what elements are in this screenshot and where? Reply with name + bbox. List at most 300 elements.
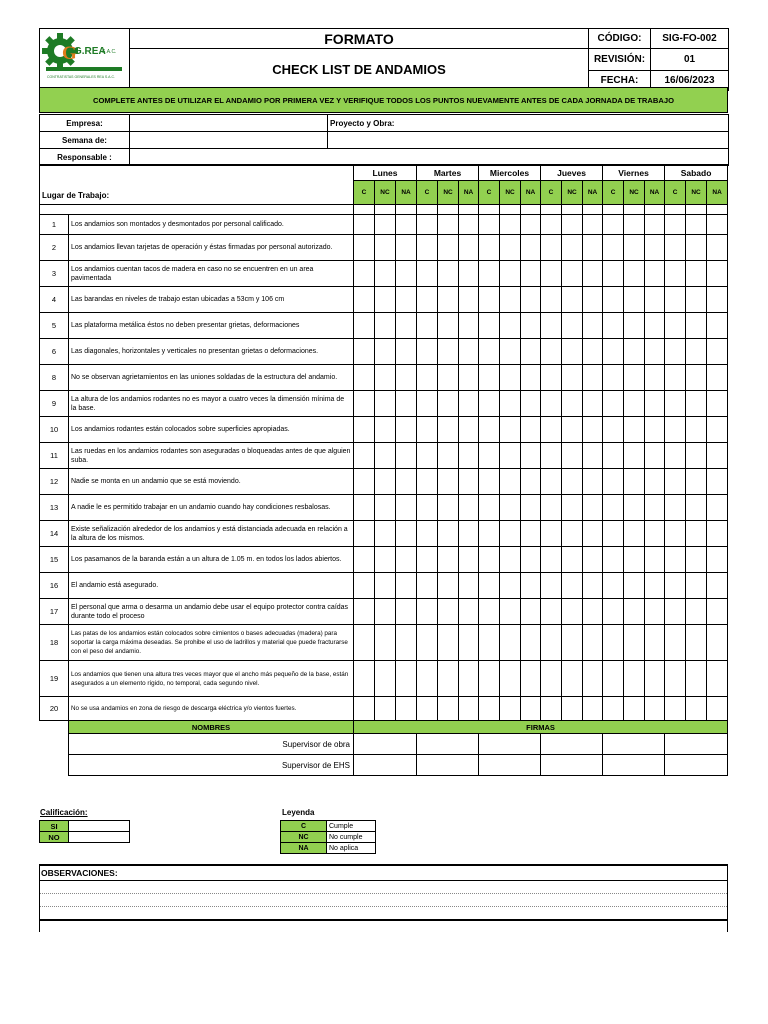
check-cell[interactable] [500,443,521,469]
signature-cell[interactable] [603,755,665,776]
check-cell[interactable] [665,521,686,547]
check-cell[interactable] [583,391,603,417]
check-cell[interactable] [354,261,375,287]
check-cell[interactable] [541,599,562,625]
check-cell[interactable] [479,235,500,261]
check-cell[interactable] [521,287,541,313]
check-cell[interactable] [459,287,479,313]
check-cell[interactable] [665,443,686,469]
check-cell[interactable] [541,625,562,661]
check-cell[interactable] [500,391,521,417]
check-cell[interactable] [624,235,645,261]
signature-cell[interactable] [479,734,541,755]
check-cell[interactable] [375,235,396,261]
check-cell[interactable] [562,235,583,261]
check-cell[interactable] [375,697,396,721]
check-cell[interactable] [541,661,562,697]
check-cell[interactable] [354,625,375,661]
check-cell[interactable] [541,547,562,573]
check-cell[interactable] [479,339,500,365]
check-cell[interactable] [438,287,459,313]
signature-cell[interactable] [417,755,479,776]
check-cell[interactable] [500,697,521,721]
check-cell[interactable] [354,599,375,625]
check-cell[interactable] [396,215,417,235]
check-cell[interactable] [375,215,396,235]
check-cell[interactable] [624,287,645,313]
check-cell[interactable] [417,417,438,443]
check-cell[interactable] [417,287,438,313]
check-cell[interactable] [396,261,417,287]
check-cell[interactable] [459,339,479,365]
check-cell[interactable] [417,391,438,417]
check-cell[interactable] [459,547,479,573]
check-cell[interactable] [417,661,438,697]
check-cell[interactable] [354,697,375,721]
calificacion-no-field[interactable] [69,832,130,843]
check-cell[interactable] [375,339,396,365]
check-cell[interactable] [665,287,686,313]
check-cell[interactable] [665,697,686,721]
check-cell[interactable] [438,443,459,469]
check-cell[interactable] [521,573,541,599]
check-cell[interactable] [541,417,562,443]
check-cell[interactable] [375,417,396,443]
check-cell[interactable] [624,443,645,469]
check-cell[interactable] [375,573,396,599]
check-cell[interactable] [686,625,707,661]
check-cell[interactable] [521,365,541,391]
check-cell[interactable] [686,573,707,599]
check-cell[interactable] [624,697,645,721]
check-cell[interactable] [375,261,396,287]
check-cell[interactable] [541,235,562,261]
check-cell[interactable] [624,547,645,573]
check-cell[interactable] [562,599,583,625]
check-cell[interactable] [354,339,375,365]
check-cell[interactable] [707,235,728,261]
check-cell[interactable] [583,417,603,443]
check-cell[interactable] [603,417,624,443]
check-cell[interactable] [707,443,728,469]
check-cell[interactable] [521,521,541,547]
check-cell[interactable] [686,417,707,443]
check-cell[interactable] [459,521,479,547]
check-cell[interactable] [417,599,438,625]
check-cell[interactable] [438,547,459,573]
check-cell[interactable] [562,365,583,391]
check-cell[interactable] [645,235,665,261]
check-cell[interactable] [438,365,459,391]
check-cell[interactable] [562,697,583,721]
check-cell[interactable] [603,521,624,547]
check-cell[interactable] [645,365,665,391]
check-cell[interactable] [707,313,728,339]
check-cell[interactable] [707,661,728,697]
check-cell[interactable] [375,599,396,625]
check-cell[interactable] [396,443,417,469]
check-cell[interactable] [583,697,603,721]
check-cell[interactable] [665,391,686,417]
check-cell[interactable] [645,661,665,697]
check-cell[interactable] [438,215,459,235]
check-cell[interactable] [354,235,375,261]
check-cell[interactable] [521,235,541,261]
check-cell[interactable] [521,261,541,287]
check-cell[interactable] [521,625,541,661]
check-cell[interactable] [624,339,645,365]
check-cell[interactable] [438,697,459,721]
check-cell[interactable] [375,365,396,391]
check-cell[interactable] [375,287,396,313]
check-cell[interactable] [645,469,665,495]
check-cell[interactable] [562,417,583,443]
check-cell[interactable] [686,365,707,391]
check-cell[interactable] [459,573,479,599]
check-cell[interactable] [438,469,459,495]
check-cell[interactable] [562,261,583,287]
check-cell[interactable] [686,661,707,697]
check-cell[interactable] [665,339,686,365]
check-cell[interactable] [624,215,645,235]
check-cell[interactable] [645,215,665,235]
check-cell[interactable] [624,573,645,599]
check-cell[interactable] [603,365,624,391]
check-cell[interactable] [624,495,645,521]
check-cell[interactable] [417,365,438,391]
check-cell[interactable] [562,287,583,313]
check-cell[interactable] [707,547,728,573]
check-cell[interactable] [500,573,521,599]
check-cell[interactable] [645,261,665,287]
check-cell[interactable] [541,261,562,287]
check-cell[interactable] [459,625,479,661]
check-cell[interactable] [438,521,459,547]
check-cell[interactable] [686,235,707,261]
check-cell[interactable] [624,417,645,443]
check-cell[interactable] [417,235,438,261]
check-cell[interactable] [396,469,417,495]
check-cell[interactable] [459,469,479,495]
check-cell[interactable] [500,417,521,443]
check-cell[interactable] [354,469,375,495]
check-cell[interactable] [665,599,686,625]
check-cell[interactable] [665,573,686,599]
check-cell[interactable] [354,417,375,443]
check-cell[interactable] [396,547,417,573]
check-cell[interactable] [354,573,375,599]
check-cell[interactable] [417,697,438,721]
check-cell[interactable] [459,661,479,697]
check-cell[interactable] [500,339,521,365]
check-cell[interactable] [375,495,396,521]
check-cell[interactable] [396,573,417,599]
check-cell[interactable] [417,547,438,573]
check-cell[interactable] [603,391,624,417]
check-cell[interactable] [396,287,417,313]
check-cell[interactable] [562,521,583,547]
check-cell[interactable] [396,417,417,443]
check-cell[interactable] [603,469,624,495]
check-cell[interactable] [479,547,500,573]
check-cell[interactable] [603,697,624,721]
check-cell[interactable] [375,625,396,661]
check-cell[interactable] [396,697,417,721]
check-cell[interactable] [521,469,541,495]
check-cell[interactable] [583,339,603,365]
check-cell[interactable] [645,495,665,521]
signature-cell[interactable] [479,755,541,776]
check-cell[interactable] [665,469,686,495]
check-cell[interactable] [500,469,521,495]
check-cell[interactable] [396,599,417,625]
check-cell[interactable] [686,469,707,495]
check-cell[interactable] [645,417,665,443]
check-cell[interactable] [645,521,665,547]
check-cell[interactable] [645,625,665,661]
check-cell[interactable] [562,313,583,339]
check-cell[interactable] [707,697,728,721]
check-cell[interactable] [603,287,624,313]
check-cell[interactable] [459,443,479,469]
check-cell[interactable] [583,287,603,313]
check-cell[interactable] [375,547,396,573]
check-cell[interactable] [541,391,562,417]
check-cell[interactable] [562,625,583,661]
check-cell[interactable] [459,215,479,235]
semana-field[interactable] [130,132,328,149]
check-cell[interactable] [459,697,479,721]
check-cell[interactable] [562,469,583,495]
check-cell[interactable] [603,235,624,261]
check-cell[interactable] [396,661,417,697]
check-cell[interactable] [459,495,479,521]
check-cell[interactable] [583,661,603,697]
check-cell[interactable] [541,573,562,599]
check-cell[interactable] [500,215,521,235]
observaciones-line[interactable] [40,894,727,907]
check-cell[interactable] [438,313,459,339]
check-cell[interactable] [707,495,728,521]
check-cell[interactable] [354,661,375,697]
check-cell[interactable] [417,521,438,547]
check-cell[interactable] [707,599,728,625]
check-cell[interactable] [479,573,500,599]
check-cell[interactable] [521,313,541,339]
check-cell[interactable] [521,599,541,625]
check-cell[interactable] [521,215,541,235]
check-cell[interactable] [438,235,459,261]
check-cell[interactable] [645,697,665,721]
check-cell[interactable] [707,391,728,417]
check-cell[interactable] [583,443,603,469]
check-cell[interactable] [396,313,417,339]
check-cell[interactable] [645,339,665,365]
check-cell[interactable] [396,365,417,391]
check-cell[interactable] [438,261,459,287]
check-cell[interactable] [707,469,728,495]
check-cell[interactable] [562,215,583,235]
check-cell[interactable] [541,495,562,521]
check-cell[interactable] [686,339,707,365]
check-cell[interactable] [603,625,624,661]
check-cell[interactable] [562,495,583,521]
check-cell[interactable] [583,625,603,661]
check-cell[interactable] [541,521,562,547]
check-cell[interactable] [354,365,375,391]
check-cell[interactable] [479,521,500,547]
check-cell[interactable] [583,573,603,599]
check-cell[interactable] [479,495,500,521]
check-cell[interactable] [686,697,707,721]
check-cell[interactable] [665,417,686,443]
check-cell[interactable] [603,661,624,697]
check-cell[interactable] [624,261,645,287]
check-cell[interactable] [479,661,500,697]
check-cell[interactable] [541,697,562,721]
check-cell[interactable] [500,661,521,697]
check-cell[interactable] [438,417,459,443]
signature-cell[interactable] [541,734,603,755]
check-cell[interactable] [665,365,686,391]
check-cell[interactable] [354,391,375,417]
check-cell[interactable] [479,697,500,721]
check-cell[interactable] [645,391,665,417]
check-cell[interactable] [438,599,459,625]
check-cell[interactable] [354,287,375,313]
check-cell[interactable] [417,339,438,365]
check-cell[interactable] [541,443,562,469]
check-cell[interactable] [603,339,624,365]
check-cell[interactable] [541,287,562,313]
check-cell[interactable] [624,521,645,547]
check-cell[interactable] [645,573,665,599]
check-cell[interactable] [603,215,624,235]
observaciones-line[interactable] [40,907,727,921]
check-cell[interactable] [541,215,562,235]
check-cell[interactable] [521,547,541,573]
check-cell[interactable] [583,599,603,625]
check-cell[interactable] [562,339,583,365]
empresa-field[interactable] [130,115,328,132]
calificacion-si-field[interactable] [69,821,130,832]
check-cell[interactable] [665,661,686,697]
check-cell[interactable] [583,235,603,261]
check-cell[interactable] [500,235,521,261]
check-cell[interactable] [354,313,375,339]
check-cell[interactable] [707,573,728,599]
check-cell[interactable] [479,391,500,417]
check-cell[interactable] [686,261,707,287]
check-cell[interactable] [645,287,665,313]
signature-cell[interactable] [665,734,728,755]
check-cell[interactable] [479,625,500,661]
check-cell[interactable] [562,391,583,417]
check-cell[interactable] [686,599,707,625]
check-cell[interactable] [459,599,479,625]
check-cell[interactable] [417,215,438,235]
signature-cell[interactable] [665,755,728,776]
check-cell[interactable] [396,391,417,417]
check-cell[interactable] [665,313,686,339]
semana-extra-field[interactable] [328,132,729,149]
check-cell[interactable] [500,495,521,521]
check-cell[interactable] [500,521,521,547]
check-cell[interactable] [459,391,479,417]
check-cell[interactable] [707,625,728,661]
check-cell[interactable] [562,547,583,573]
check-cell[interactable] [686,391,707,417]
check-cell[interactable] [438,625,459,661]
check-cell[interactable] [665,625,686,661]
check-cell[interactable] [665,235,686,261]
check-cell[interactable] [603,313,624,339]
check-cell[interactable] [479,417,500,443]
signature-cell[interactable] [354,734,417,755]
check-cell[interactable] [665,261,686,287]
check-cell[interactable] [603,573,624,599]
check-cell[interactable] [686,521,707,547]
check-cell[interactable] [417,313,438,339]
check-cell[interactable] [375,661,396,697]
check-cell[interactable] [624,365,645,391]
check-cell[interactable] [583,313,603,339]
check-cell[interactable] [583,365,603,391]
check-cell[interactable] [417,573,438,599]
check-cell[interactable] [624,313,645,339]
check-cell[interactable] [500,287,521,313]
check-cell[interactable] [500,313,521,339]
check-cell[interactable] [665,215,686,235]
check-cell[interactable] [479,313,500,339]
check-cell[interactable] [707,261,728,287]
signature-cell[interactable] [354,755,417,776]
check-cell[interactable] [624,599,645,625]
check-cell[interactable] [521,661,541,697]
check-cell[interactable] [665,495,686,521]
check-cell[interactable] [459,261,479,287]
check-cell[interactable] [500,599,521,625]
check-cell[interactable] [396,495,417,521]
check-cell[interactable] [479,443,500,469]
check-cell[interactable] [396,521,417,547]
check-cell[interactable] [686,313,707,339]
check-cell[interactable] [396,625,417,661]
check-cell[interactable] [624,469,645,495]
check-cell[interactable] [459,417,479,443]
check-cell[interactable] [583,261,603,287]
check-cell[interactable] [686,287,707,313]
check-cell[interactable] [479,287,500,313]
check-cell[interactable] [375,391,396,417]
check-cell[interactable] [707,365,728,391]
check-cell[interactable] [645,443,665,469]
observaciones-line[interactable] [40,881,727,894]
check-cell[interactable] [583,521,603,547]
check-cell[interactable] [686,495,707,521]
check-cell[interactable] [500,625,521,661]
check-cell[interactable] [479,365,500,391]
check-cell[interactable] [624,391,645,417]
check-cell[interactable] [417,625,438,661]
check-cell[interactable] [479,599,500,625]
check-cell[interactable] [354,495,375,521]
check-cell[interactable] [354,215,375,235]
check-cell[interactable] [479,469,500,495]
check-cell[interactable] [521,339,541,365]
check-cell[interactable] [354,443,375,469]
check-cell[interactable] [686,547,707,573]
